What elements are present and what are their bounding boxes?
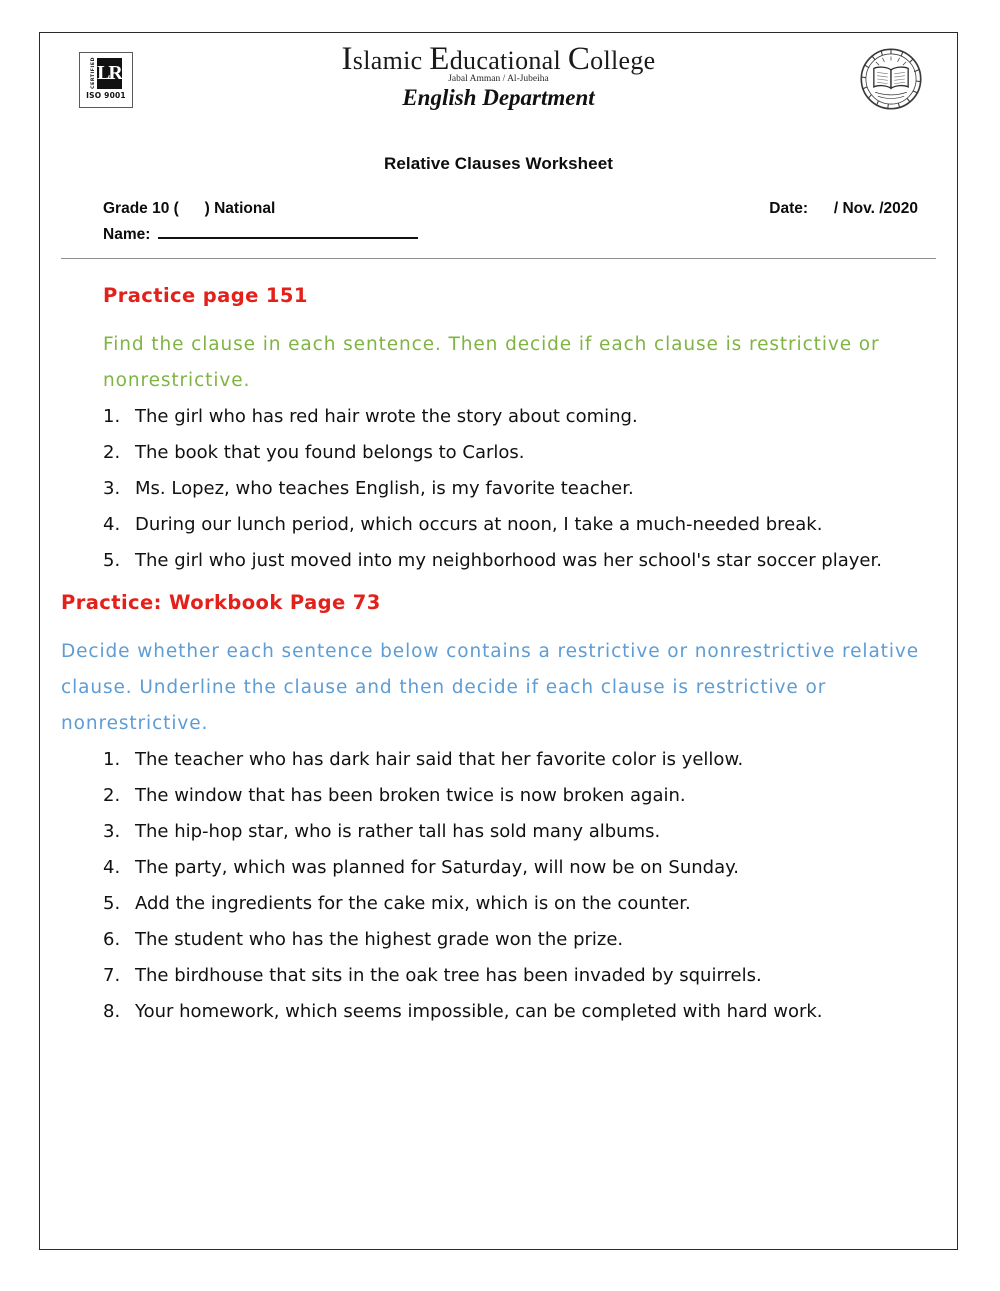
item-number: 4. bbox=[103, 857, 121, 878]
item-number: 2. bbox=[103, 785, 121, 806]
item-number: 3. bbox=[103, 821, 121, 842]
school-seal-icon bbox=[858, 46, 924, 112]
item-number: 1. bbox=[103, 406, 121, 427]
school-branches: Jabal Amman / Al-Jubeiha bbox=[448, 74, 549, 84]
item-number: 3. bbox=[103, 478, 121, 499]
iso-standard-label: ISO 9001 bbox=[86, 91, 126, 100]
school-name-ducational: ducational bbox=[449, 46, 568, 75]
section-workbook-73 bbox=[61, 591, 936, 1030]
section2-instruction: Decide whether each sentence below contains a restrictive or nonrestrictive relative clause. Underline the clause and then decide if each clause is restrictive or nonrestrictive. bbox=[61, 641, 920, 734]
grade-date-row bbox=[103, 200, 936, 218]
name-write-in-line[interactable] bbox=[158, 223, 418, 239]
item-number: 8. bbox=[103, 1001, 121, 1022]
student-info bbox=[61, 200, 936, 244]
item-number: 6. bbox=[103, 929, 121, 950]
item-number: 1. bbox=[103, 749, 121, 770]
list-item bbox=[103, 850, 936, 886]
grade-label: Grade 10 ( ) National bbox=[103, 200, 276, 217]
list-item bbox=[103, 922, 936, 958]
item-text: Your homework, which seems impossible, can be completed with hard work. bbox=[135, 1001, 823, 1022]
list-item bbox=[103, 742, 936, 778]
item-text: During our lunch period, which occurs at noon, I take a much-needed break. bbox=[135, 514, 823, 535]
iso-certified-label: CERTIFIED bbox=[90, 57, 96, 89]
name-label: Name: bbox=[103, 226, 155, 243]
list-item bbox=[103, 958, 936, 994]
item-number: 5. bbox=[103, 893, 121, 914]
page-content bbox=[39, 32, 958, 1250]
item-text: The teacher who has dark hair said that her favorite color is yellow. bbox=[135, 749, 744, 770]
item-text: The party, which was planned for Saturday, will now be on Sunday. bbox=[135, 857, 739, 878]
item-number: 5. bbox=[103, 550, 121, 571]
school-name-initial-c: C bbox=[567, 41, 591, 77]
list-item bbox=[103, 435, 936, 471]
list-item bbox=[103, 399, 936, 435]
school-name-slamic: slamic bbox=[352, 46, 430, 75]
item-text: The girl who has red hair wrote the story about coming. bbox=[135, 406, 638, 427]
school-name bbox=[61, 41, 936, 77]
item-text: Add the ingredients for the cake mix, which is on the counter. bbox=[135, 893, 691, 914]
section-practice-151 bbox=[61, 284, 936, 579]
list-item bbox=[103, 471, 936, 507]
item-text: Ms. Lopez, who teaches English, is my favorite teacher. bbox=[135, 478, 634, 499]
item-text: The student who has the highest grade won the prize. bbox=[135, 929, 624, 950]
item-number: 4. bbox=[103, 514, 121, 535]
header-divider bbox=[61, 258, 936, 259]
school-name-initial-e: E bbox=[429, 41, 450, 77]
worksheet-title: Relative Clauses Worksheet bbox=[383, 154, 614, 173]
item-text: The girl who just moved into my neighborhood was her school's star soccer player. bbox=[135, 550, 882, 571]
name-row bbox=[103, 223, 936, 244]
item-number: 2. bbox=[103, 442, 121, 463]
item-text: The book that you found belongs to Carlos. bbox=[135, 442, 525, 463]
item-text: The window that has been broken twice is now broken again. bbox=[135, 785, 686, 806]
list-item bbox=[103, 994, 936, 1030]
list-item bbox=[103, 778, 936, 814]
list-item bbox=[103, 886, 936, 922]
list-item bbox=[103, 507, 936, 543]
item-text: The birdhouse that sits in the oak tree has been invaded by squirrels. bbox=[135, 965, 762, 986]
school-name-initial-i: I bbox=[341, 41, 353, 77]
letterhead bbox=[61, 40, 936, 148]
date-label: Date: / Nov. /2020 bbox=[769, 200, 918, 217]
list-item bbox=[103, 543, 936, 579]
section2-heading: Practice: Workbook Page 73 bbox=[61, 591, 381, 614]
department-name: English Department bbox=[402, 85, 595, 110]
item-number: 7. bbox=[103, 965, 121, 986]
section1-question-list bbox=[103, 399, 936, 579]
section1-instruction: Find the clause in each sentence. Then decide if each clause is restrictive or nonrestrictive. bbox=[103, 334, 880, 391]
item-text: The hip-hop star, who is rather tall has sold many albums. bbox=[135, 821, 661, 842]
lloyds-register-mark: LR bbox=[97, 58, 122, 89]
school-name-ollege: ollege bbox=[590, 46, 656, 75]
section1-heading: Practice page 151 bbox=[103, 284, 308, 307]
list-item bbox=[103, 814, 936, 850]
section2-question-list bbox=[103, 742, 936, 1030]
school-identity bbox=[61, 41, 936, 111]
